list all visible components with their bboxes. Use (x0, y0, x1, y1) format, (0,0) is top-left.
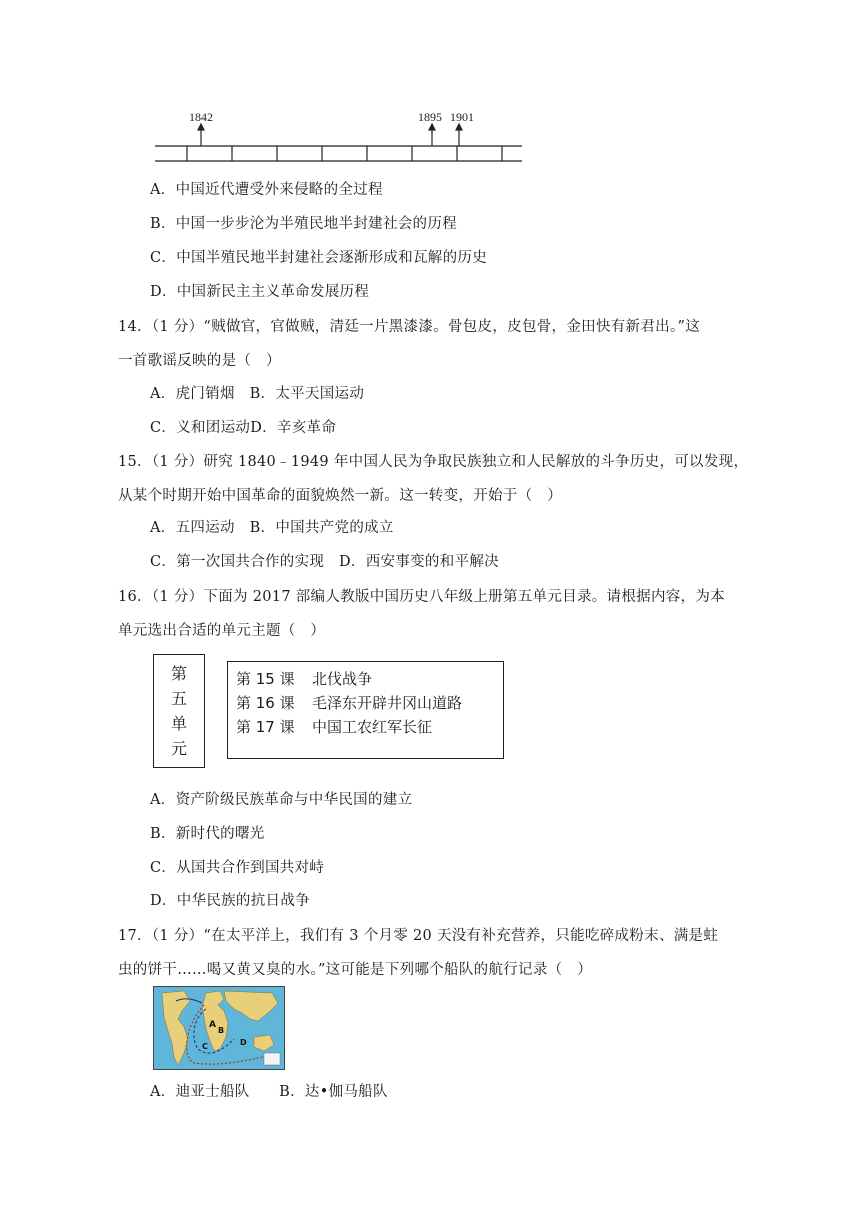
q15-stem-line1: 15．（1 分）研究 1840﹣1949 年中国人民为争取民族独立和人民解放的斗争历史，可以发现， (118, 454, 749, 470)
q16-option-c: C．从国共合作到国共对峙 (150, 860, 325, 876)
map-label-d: D (240, 1038, 247, 1047)
q14-stem-line2: 一首歌谣反映的是（ ） (118, 353, 281, 369)
map-label-b: B (218, 1026, 225, 1035)
q13-option-d: D．中国新民主主义革命发展历程 (150, 284, 370, 300)
timeline-label-1842: 1842 (189, 110, 213, 124)
timeline-label-1901: 1901 (450, 110, 474, 124)
lesson-number: 第 15 课 (236, 670, 295, 688)
lesson-title: 中国工农红军长征 (312, 718, 433, 736)
q13-option-a: A．中国近代遭受外来侵略的全过程 (150, 182, 383, 198)
q15-options-row2: C．第一次国共合作的实现 D．西安事变的和平解决 (150, 554, 499, 570)
lesson-number: 第 17 课 (236, 718, 295, 736)
map-label-a: A (209, 1020, 216, 1030)
lesson-row (236, 715, 495, 739)
timeline-label-1895: 1895 (418, 110, 442, 124)
q17-stem-line2: 虫的饼干……喝又黄又臭的水。”这可能是下列哪个船队的航行记录（ ） (118, 962, 593, 978)
q16-option-d: D．中华民族的抗日战争 (150, 893, 310, 909)
lesson-title: 毛泽东开辟井冈山道路 (312, 694, 463, 712)
timeline-arrows (198, 124, 462, 146)
unit-char: 单 (170, 713, 187, 733)
q14-options-row1: A．虎门销烟 B．太平天国运动 (150, 386, 365, 402)
map-legend-box (264, 1053, 280, 1065)
unit-char: 五 (170, 688, 187, 708)
voyage-map (153, 986, 285, 1070)
world-map-image (154, 987, 284, 1069)
unit-char: 元 (170, 738, 187, 758)
q14-stem-line1: 14．（1 分）“贼做官，官做贼，清廷一片黑漆漆。骨包皮，皮包骨，金田快有新君出。”这 (118, 319, 701, 335)
q16-option-a: A．资产阶级民族革命与中华民国的建立 (150, 792, 413, 808)
q13-option-b: B．中国一步步沦为半殖民地半封建社会的历程 (150, 216, 457, 232)
lesson-list-box (227, 661, 504, 759)
unit-label-box (153, 654, 205, 768)
q13-option-c: C．中国半殖民地半封建社会逐渐形成和瓦解的历史 (150, 250, 487, 266)
map-label-c: C (202, 1042, 208, 1051)
q15-options-row1: A．五四运动 B．中国共产党的成立 (150, 520, 394, 536)
q15-stem-line2: 从某个时期开始中国革命的面貌焕然一新。这一转变，开始于（ ） (118, 488, 562, 504)
q16-stem-line2: 单元选出合适的单元主题（ ） (118, 623, 326, 639)
timeline-ticks (187, 146, 502, 161)
timeline-figure (150, 108, 530, 168)
lesson-row (236, 691, 495, 715)
lesson-number: 第 16 课 (236, 694, 295, 712)
q14-options-row2: C．义和团运动D．辛亥革命 (150, 420, 337, 436)
lesson-row (236, 667, 495, 691)
q17-stem-line1: 17．（1 分）“在太平洋上，我们有 3 个月零 20 天没有补充营养，只能吃碎成粉末、满是蛀 (118, 928, 719, 944)
unit-char: 第 (170, 663, 187, 683)
q16-option-b: B．新时代的曙光 (150, 826, 265, 842)
q16-stem-line1: 16．（1 分）下面为 2017 部编人教版中国历史八年级上册第五单元目录。请根据内容，为本 (118, 589, 725, 605)
q17-options-row1: A．迪亚士船队 B．达•伽马船队 (150, 1084, 388, 1100)
lesson-title: 北伐战争 (312, 670, 373, 688)
